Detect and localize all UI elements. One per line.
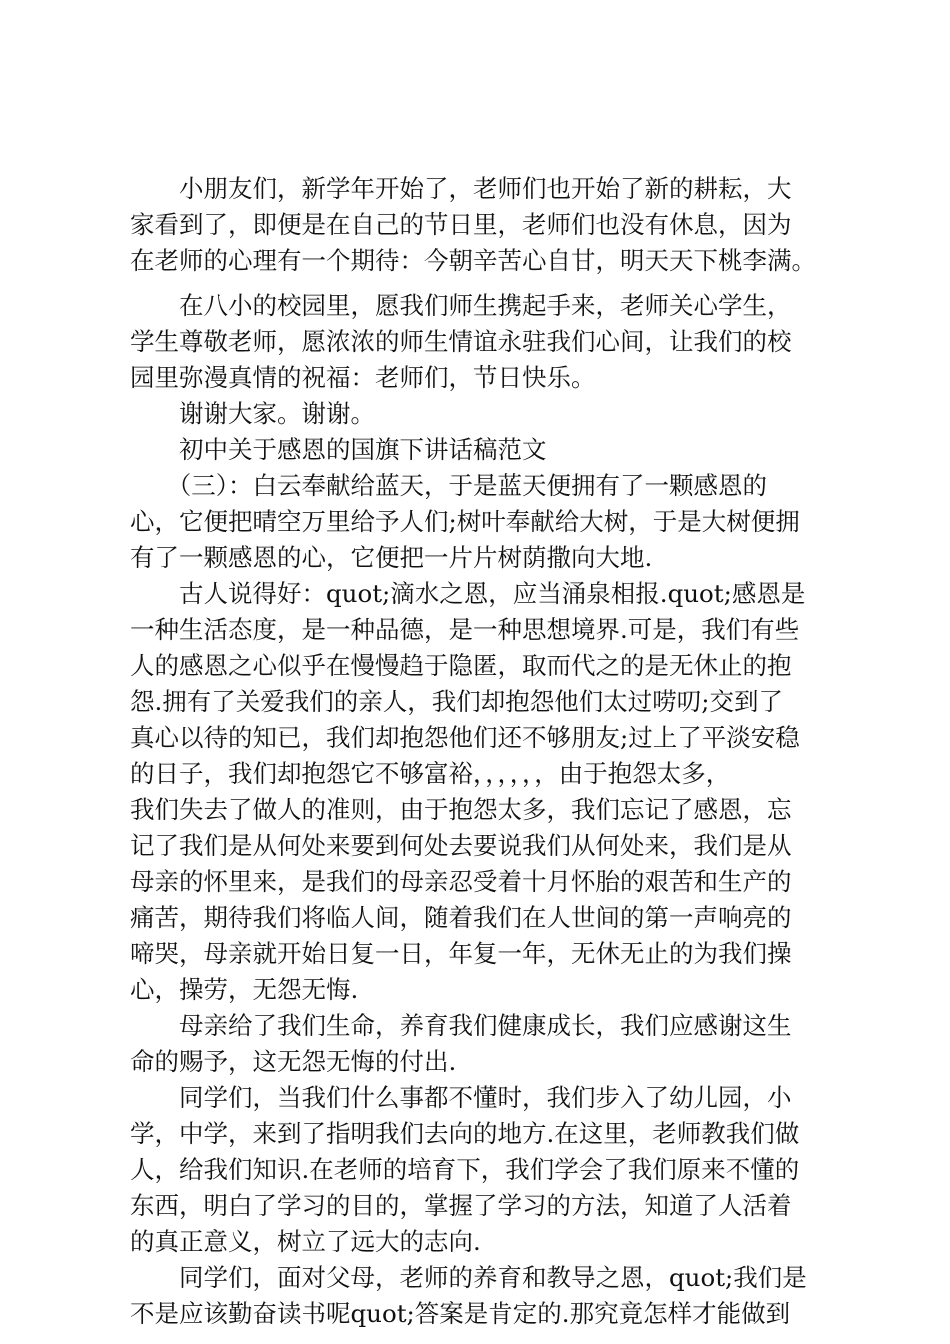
text-line: 命的赐予，这无怨无悔的付出. (130, 1047, 457, 1076)
text-line: 的真正意义，树立了远大的志向. (130, 1227, 481, 1256)
text-line: 初中关于感恩的国旗下讲话稿范文 (130, 435, 547, 464)
text-line: 的日子，我们却抱怨它不够富裕，，，，，，由于抱怨太多， (130, 759, 731, 788)
text-line: 谢谢大家。谢谢。 (130, 399, 375, 428)
text-line: 我们失去了做人的准则，由于抱怨太多，我们忘记了感恩，忘 (130, 795, 792, 824)
text-line: 学生尊敬老师，愿浓浓的师生情谊永驻我们心间，让我们的校 (130, 327, 792, 356)
text-line: 记了我们是从何处来要到何处去要说我们从何处来，我们是从 (130, 831, 792, 860)
text-line: 家看到了，即便是在自己的节日里，老师们也没有休息，因为 (130, 210, 792, 239)
text-line: 在老师的心理有一个期待：今朝辛苦心自甘，明天天下桃李满。 (130, 246, 816, 275)
text-line: 园里弥漫真情的祝福：老师们，节日快乐。 (130, 363, 596, 392)
text-line: 学，中学，来到了指明我们去向的地方.在这里，老师教我们做 (130, 1119, 800, 1148)
text-line: 怨.拥有了关爱我们的亲人，我们却抱怨他们太过唠叨;交到了 (130, 687, 784, 716)
text-line: 母亲给了我们生命，养育我们健康成长，我们应感谢这生 (130, 1011, 792, 1040)
text-line: 心，操劳，无怨无悔. (130, 975, 359, 1004)
text-line: 人，给我们知识.在老师的培育下，我们学会了我们原来不懂的 (130, 1155, 800, 1184)
text-line: 同学们，面对父母，老师的养育和教导之恩，quot;我们是 (130, 1263, 807, 1292)
text-line: 母亲的怀里来，是我们的母亲忍受着十月怀胎的艰苦和生产的 (130, 867, 792, 896)
text-line: 不是应该勤奋读书呢quot;答案是肯定的.那究竟怎样才能做到 (130, 1299, 791, 1328)
text-line: 同学们，当我们什么事都不懂时，我们步入了幼儿园，小 (130, 1083, 792, 1112)
text-line: 心，它便把晴空万里给予人们;树叶奉献给大树，于是大树便拥 (130, 507, 800, 536)
text-line: 有了一颗感恩的心，它便把一片片树荫撒向大地. (130, 543, 653, 572)
text-line: 在八小的校园里，愿我们师生携起手来，老师关心学生， (130, 291, 792, 320)
text-line: 痛苦，期待我们将临人间，随着我们在人世间的第一声响亮的 (130, 903, 792, 932)
text-line: （三）：白云奉献给蓝天，于是蓝天便拥有了一颗感恩的 (130, 471, 767, 500)
text-line: 啼哭，母亲就开始日复一日，年复一年，无休无止的为我们操 (130, 939, 792, 968)
text-line: 小朋友们，新学年开始了，老师们也开始了新的耕耘，大 (130, 174, 792, 203)
text-line: 一种生活态度，是一种品德，是一种思想境界.可是，我们有些 (130, 615, 800, 644)
text-line: 古人说得好：quot;滴水之恩，应当涌泉相报.quot;感恩是 (130, 579, 806, 608)
text-line: 真心以待的知已，我们却抱怨他们还不够朋友;过上了平淡安稳 (130, 723, 800, 752)
text-line: 东西，明白了学习的目的，掌握了学习的方法，知道了人活着 (130, 1191, 792, 1220)
text-line: 人的感恩之心似乎在慢慢趋于隐匿，取而代之的是无休止的抱 (130, 651, 792, 680)
